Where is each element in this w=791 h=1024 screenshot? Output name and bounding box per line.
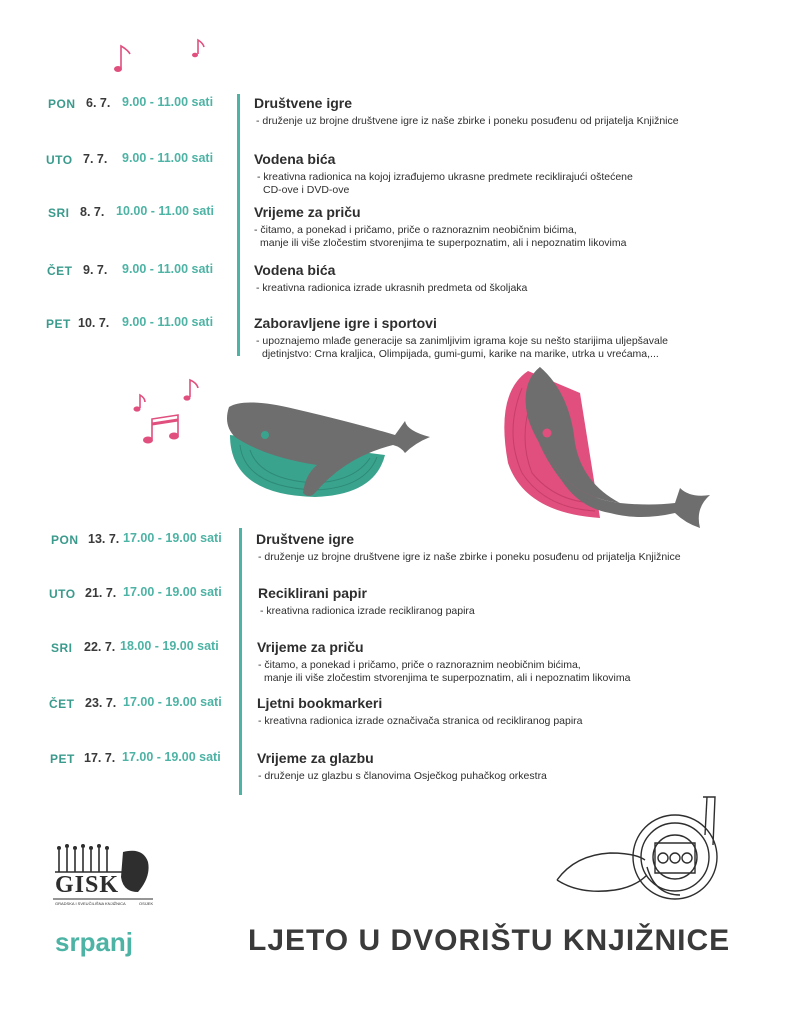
event-description: - kreativna radionica izrade recikliranog papira	[260, 605, 475, 617]
event-day: PON	[51, 533, 79, 547]
event-title: Vrijeme za glazbu	[257, 750, 374, 766]
event-description: djetinjstvo: Crna kraljica, Olimpijada, gumi-gumi, karike na marike, utrka u vrećama,...	[262, 348, 659, 360]
event-time: 9.00 - 11.00 sati	[122, 262, 214, 276]
event-date: 8. 7.	[80, 205, 105, 219]
event-date: 7. 7.	[83, 152, 108, 166]
event-day: SRI	[48, 206, 70, 220]
event-day: UTO	[46, 153, 73, 167]
event-day: UTO	[49, 587, 76, 601]
event-date: 6. 7.	[86, 96, 111, 110]
event-title: Vrijeme za priču	[254, 204, 361, 220]
french-horn-illustration	[555, 795, 740, 910]
whale-green-illustration	[225, 395, 435, 505]
event-day: ČET	[47, 264, 73, 278]
event-description: manje ili više zločestim stvorenjima te superpoznatim, ali i nepoznatim likovima	[260, 237, 627, 249]
event-title: Zaboravljene igre i sportovi	[254, 315, 437, 331]
event-time: 17.00 - 19.00 sati	[123, 695, 222, 709]
event-description: - kreativna radionica na kojoj izrađujemo ukrasne predmete reciklirajući oštećene	[257, 171, 633, 183]
page-title: LJETO U DVORIŠTU KNJIŽNICE	[248, 924, 731, 957]
music-notes-middle	[130, 375, 210, 450]
event-time: 18.00 - 19.00 sati	[120, 639, 219, 653]
music-notes-top	[108, 38, 208, 78]
event-description: CD-ove i DVD-ove	[263, 184, 350, 196]
event-title: Vrijeme za priču	[257, 639, 364, 655]
timeline-divider-week1	[237, 94, 240, 356]
event-description: - kreativna radionica izrade označivača stranica od recikliranog papira	[258, 715, 583, 727]
event-description: - druženje uz glazbu s članovima Osječkog puhačkog orkestra	[258, 770, 547, 782]
event-description: - druženje uz brojne društvene igre iz naše zbirke i poneku posuđenu od prijatelja Knjižnice	[256, 115, 679, 127]
event-time: 17.00 - 19.00 sati	[123, 585, 222, 599]
logo-subtitle: GRADSKA I SVEUČILIŠNA KNJIŽNICA	[55, 901, 126, 906]
event-title: Društvene igre	[256, 531, 355, 547]
event-day: ČET	[49, 697, 75, 711]
event-description: - čitamo, a ponekad i pričamo, priče o raznoraznim neobičnim bićima,	[258, 659, 581, 671]
event-date: 13. 7.	[88, 532, 120, 546]
event-title: Reciklirani papir	[258, 585, 367, 601]
event-time: 17.00 - 19.00 sati	[122, 750, 221, 764]
event-time: 9.00 - 11.00 sati	[122, 151, 214, 165]
event-day: SRI	[51, 641, 73, 655]
event-time: 9.00 - 11.00 sati	[122, 95, 214, 109]
event-day: PON	[48, 97, 76, 111]
event-title: Vodena bića	[254, 262, 336, 278]
whale-pink-illustration	[500, 363, 735, 543]
event-description: - kreativna radionica izrade ukrasnih predmeta od školjaka	[256, 282, 528, 294]
event-time: 9.00 - 11.00 sati	[122, 315, 214, 329]
event-title: Ljetni bookmarkeri	[257, 695, 383, 711]
event-description: manje ili više zločestim stvorenjima te superpoznatim, ali i nepoznatim likovima	[264, 672, 631, 684]
event-description: - upoznajemo mlađe generacije sa zanimljivim igrama koje su nešto starijima uljepšavale	[256, 335, 669, 347]
event-day: PET	[46, 317, 71, 331]
event-title: Vodena bića	[254, 151, 336, 167]
event-date: 9. 7.	[83, 263, 108, 277]
timeline-divider-week2	[239, 528, 242, 795]
event-date: 10. 7.	[78, 316, 110, 330]
event-day: PET	[50, 752, 75, 766]
logo-name: GISK	[55, 872, 120, 898]
month-label: srpanj	[55, 927, 134, 957]
gisk-logo	[53, 842, 153, 912]
event-date: 23. 7.	[85, 696, 117, 710]
event-title: Društvene igre	[254, 95, 353, 111]
event-date: 22. 7.	[84, 640, 116, 654]
event-time: 10.00 - 11.00 sati	[116, 204, 214, 218]
event-date: 17. 7.	[84, 751, 116, 765]
logo-small: OSIJEK	[139, 901, 154, 906]
event-description: - druženje uz brojne društvene igre iz naše zbirke i poneku posuđenu od prijatelja Knjižnice	[258, 551, 681, 563]
event-time: 17.00 - 19.00 sati	[123, 531, 222, 545]
event-description: - čitamo, a ponekad i pričamo, priče o raznoraznim neobičnim bićima,	[254, 224, 577, 236]
event-date: 21. 7.	[85, 586, 117, 600]
